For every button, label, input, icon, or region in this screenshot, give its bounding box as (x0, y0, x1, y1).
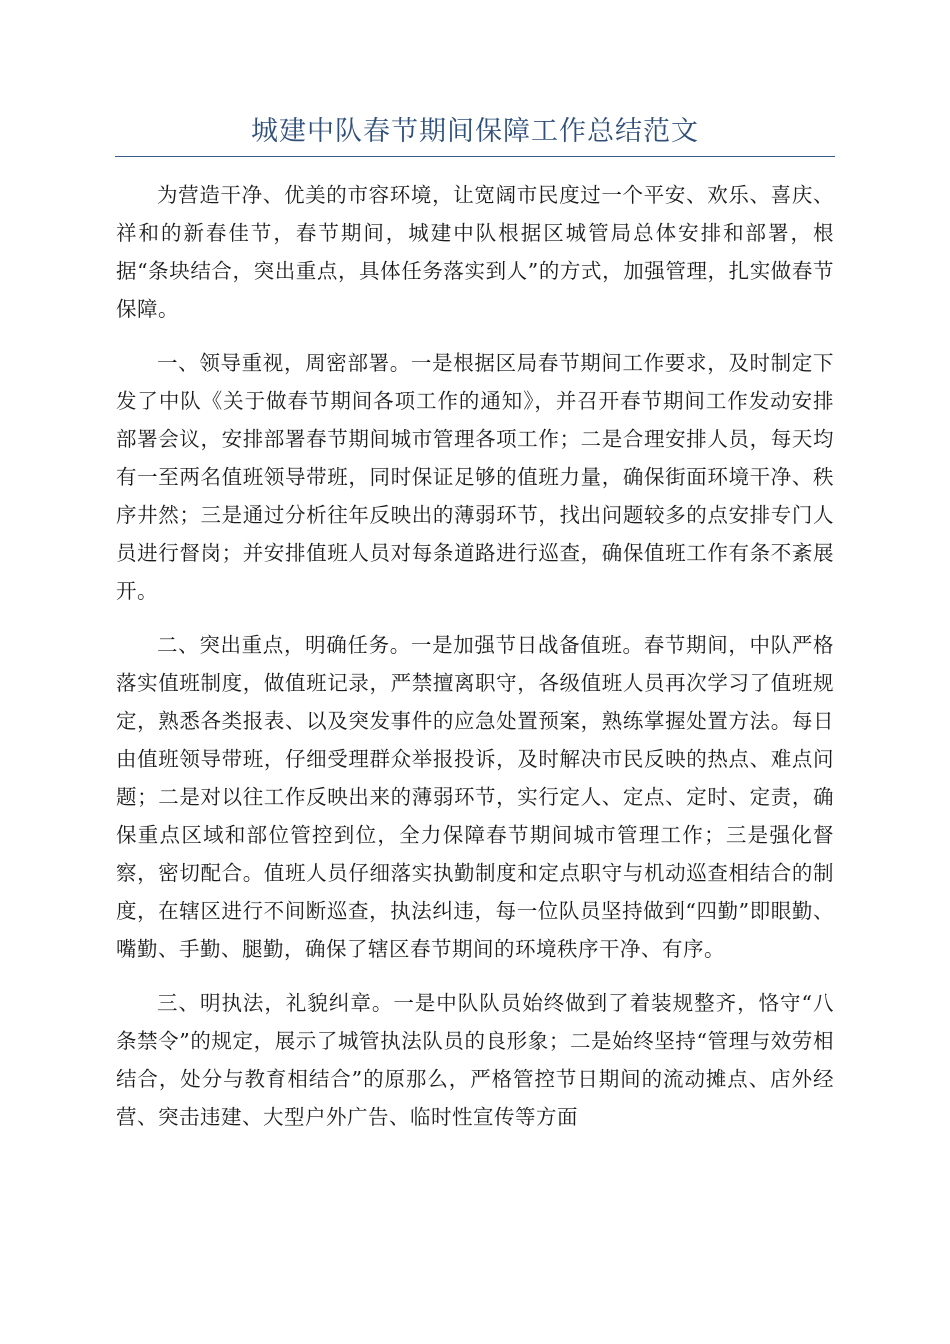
document-body (116, 176, 834, 1152)
paragraph-section-2: 二、突出重点，明确任务。一是加强节日战备值班。春节期间，中队严格落实值班制度，做值班记录，严禁擅离职守，各级值班人员再次学习了值班规定，熟悉各类报表、以及突发事件的应急处置预案，熟练掌握处置方法。每日由值班领导带班，仔细受理群众举报投诉，及时解决市民反映的热点、难点问题；二是对以往工作反映出来的薄弱环节，实行定人、定点、定时、定责，确保重点区域和部位管控到位，全力保障春节期间城市管理工作；三是强化督察，密切配合。值班人员仔细落实执勤制度和定点职守与机动巡查相结合的制度，在辖区进行不间断巡查，执法纠违，每一位队员坚持做到“四勤”即眼勤、嘴勤、手勤、腿勤，确保了辖区春节期间的环境秩序干净、有序。 (116, 633, 834, 961)
paragraph-section-1: 一、领导重视，周密部署。一是根据区局春节期间工作要求，及时制定下发了中队《关于做春节期间各项工作的通知》，并召开春节期间工作发动安排部署会议，安排部署春节期间城市管理各项工作；二是合理安排人员，每天均有一至两名值班领导带班，同时保证足够的值班力量，确保街面环境干净、秩序井然；三是通过分析往年反映出的薄弱环节，找出问题较多的点安排专门人员进行督岗；并安排值班人员对每条道路进行巡查，确保值班工作有条不紊展开。 (116, 351, 834, 603)
paragraph-section-3: 三、明执法，礼貌纠章。一是中队队员始终做到了着装规整齐，恪守“八条禁令”的规定，展示了城管执法队员的良形象；二是始终坚持“管理与效劳相结合，处分与教育相结合”的原那么，严格管控节日期间的流动摊点、店外经营、突击违建、大型户外广告、临时性宣传等方面 (116, 991, 834, 1129)
document-title: 城建中队春节期间保障工作总结范文 (251, 116, 699, 147)
paragraph-intro: 为营造干净、优美的市容环境，让宽阔市民度过一个平安、欢乐、喜庆、祥和的新春佳节，春节期间，城建中队根据区城管局总体安排和部署，根据“条块结合，突出重点，具体任务落实到人”的方式，加强管理，扎实做春节保障。 (116, 183, 834, 321)
title-block (115, 112, 835, 157)
